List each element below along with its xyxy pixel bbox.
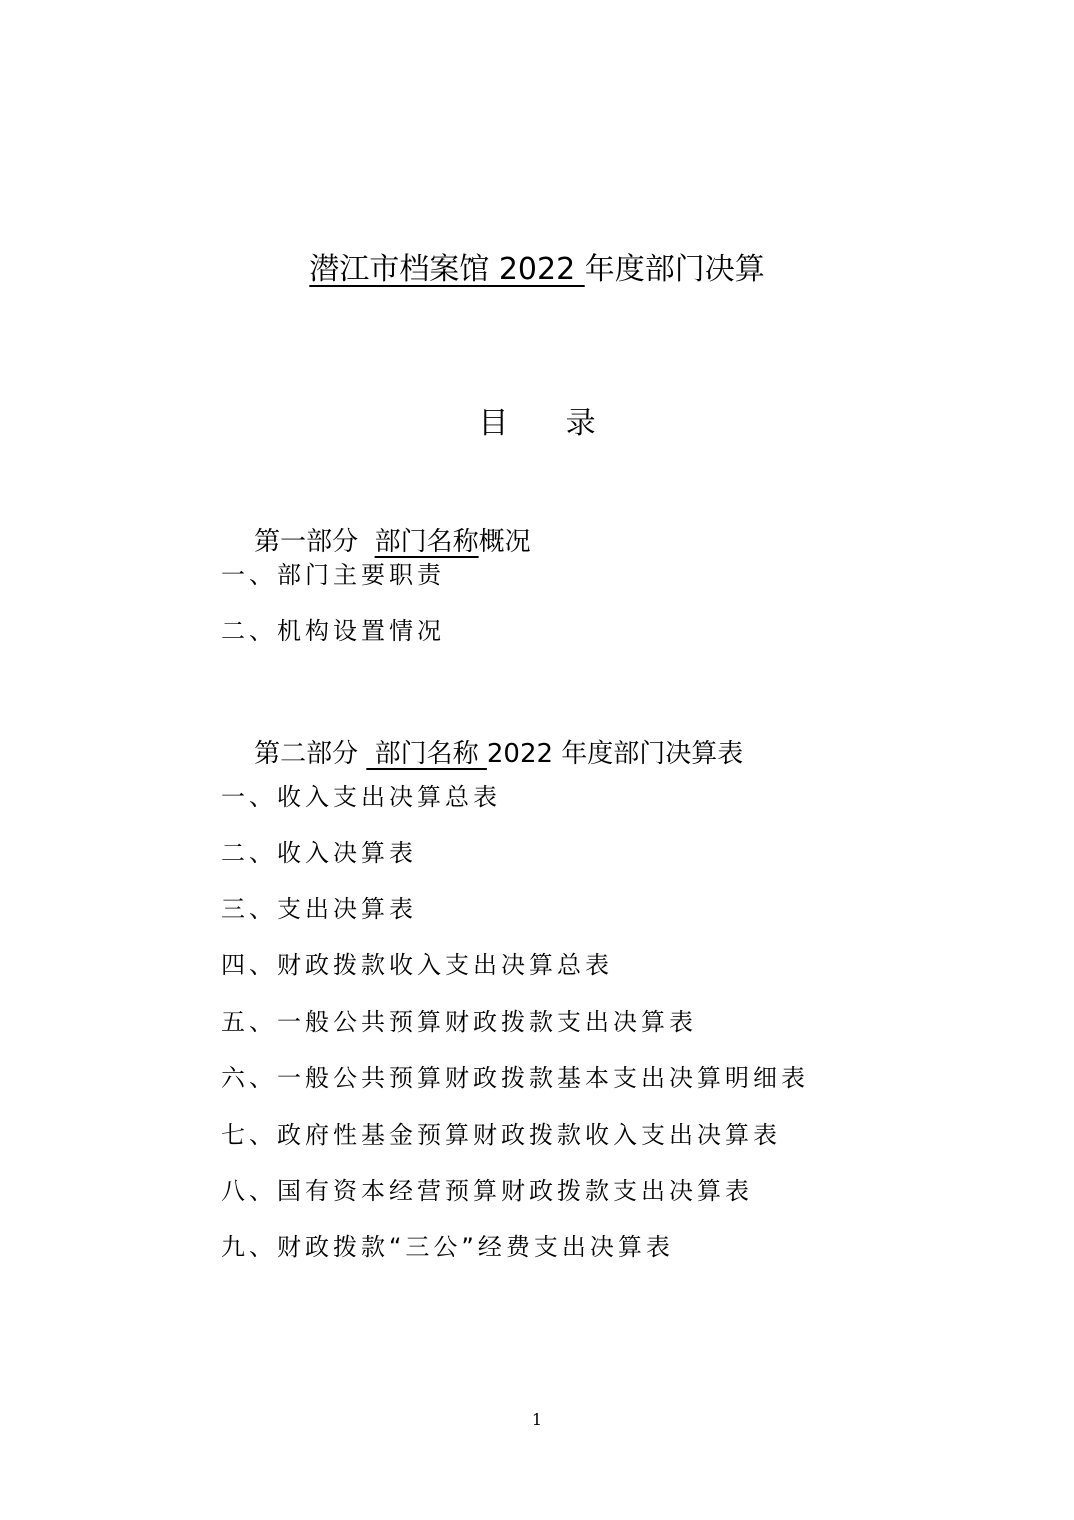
toc-item-part2-4: 四、财政拨款收入支出决算总表: [221, 951, 613, 979]
toc-item-part2-2: 二、收入决算表: [221, 839, 417, 867]
toc-item-part2-6: 六、一般公共预算财政拨款基本支出决算明细表: [221, 1064, 809, 1092]
toc-item-part2-7: 七、政府性基金预算财政拨款收入支出决算表: [221, 1121, 781, 1149]
document-title-underlined: 潜江市档案馆 2022: [309, 252, 585, 287]
part-two-underlined: 部门名称: [366, 739, 487, 769]
document-title-rest: 年度部门决算: [584, 252, 765, 287]
part-one-prefix: 第一部分: [254, 527, 375, 557]
toc-item-part1-2: 二、机构设置情况: [221, 617, 445, 645]
part-one-underlined: 部门名称: [374, 527, 479, 557]
toc-heading: 目 录: [478, 406, 596, 441]
toc-item-part1-1: 一、部门主要职责: [221, 561, 445, 589]
document-title: [0, 248, 1074, 292]
part-one-suffix: 概况: [478, 527, 531, 557]
page-number: 1: [531, 1410, 543, 1429]
part-two-suffix: 2022 年度部门决算表: [486, 739, 744, 769]
toc-item-part2-5: 五、一般公共预算财政拨款支出决算表: [221, 1008, 697, 1036]
part-two-prefix: 第二部分: [254, 739, 367, 769]
toc-item-part2-1: 一、收入支出决算总表: [221, 783, 501, 811]
toc-item-part2-3: 三、支出决算表: [221, 895, 417, 923]
toc-item-part2-9: 九、财政拨款“三公”经费支出决算表: [221, 1233, 674, 1261]
toc-item-part2-8: 八、国有资本经营预算财政拨款支出决算表: [221, 1177, 753, 1205]
